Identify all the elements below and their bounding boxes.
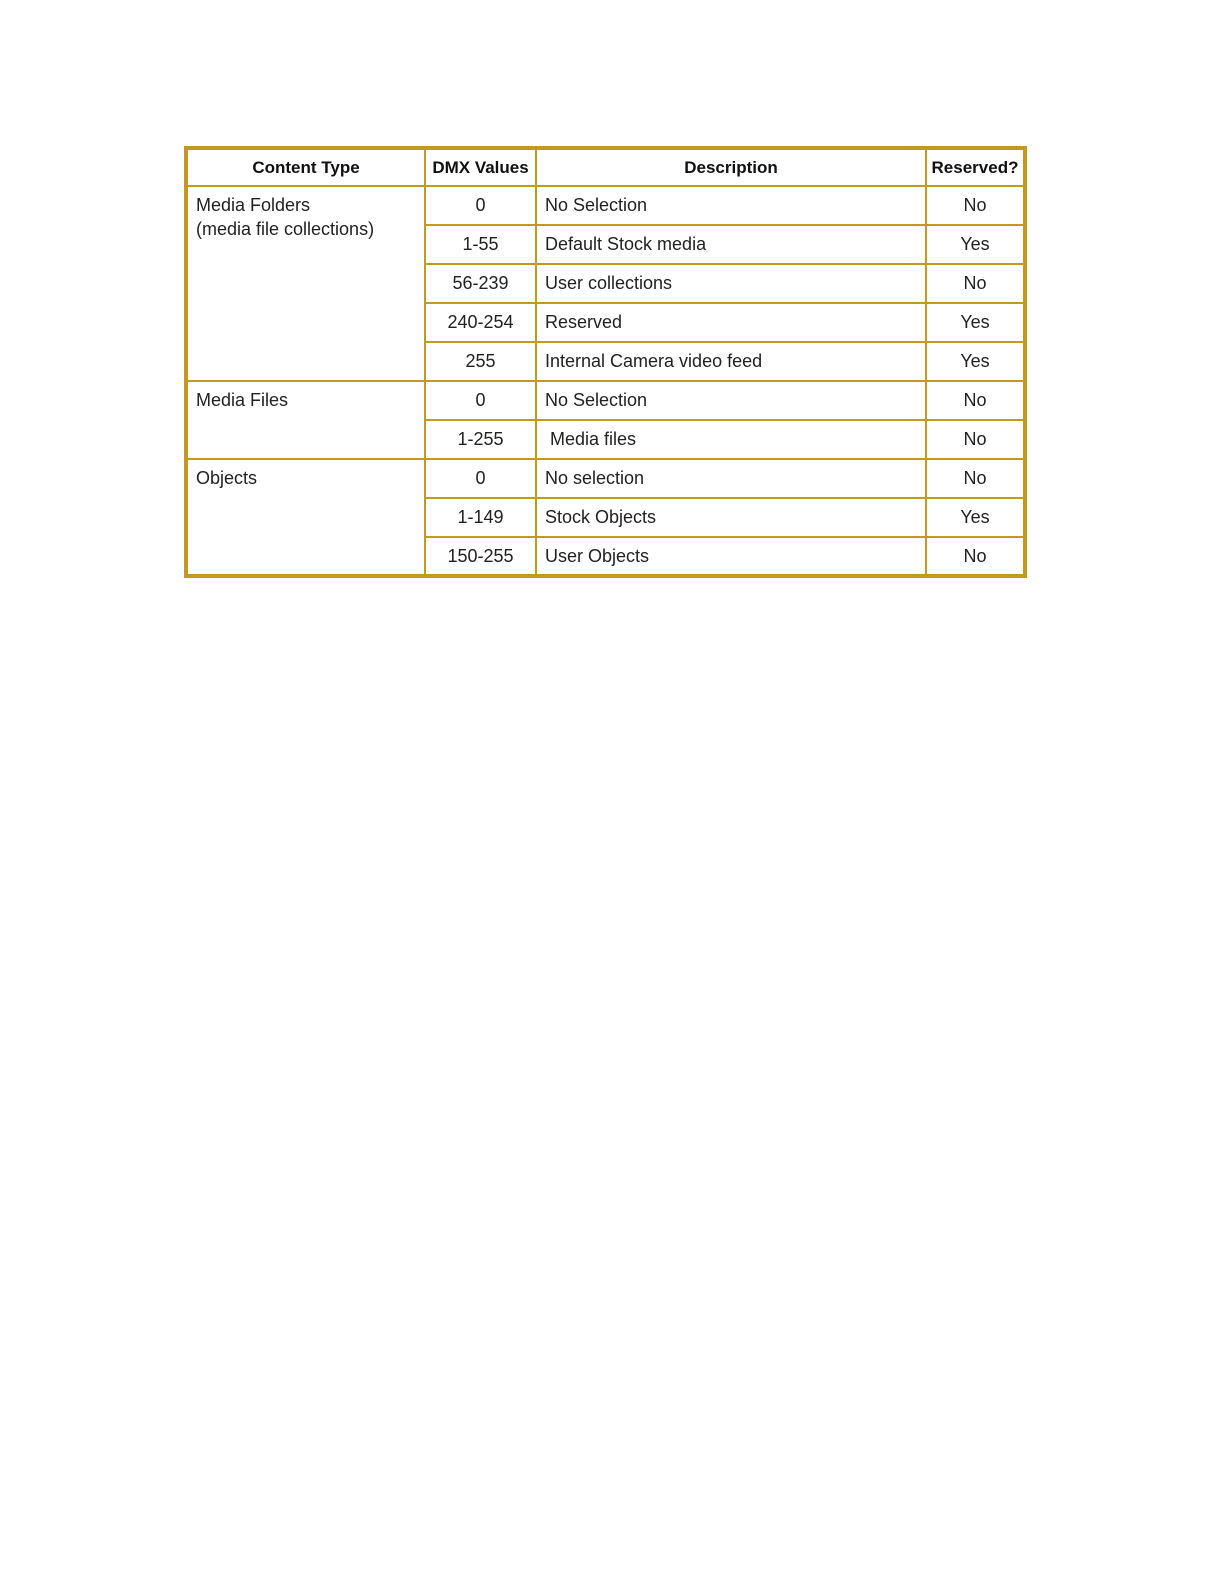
reserved-flag: Yes: [926, 342, 1025, 381]
dmx-content-table: [184, 146, 1027, 578]
content-type-objects: [186, 459, 425, 576]
description: User Objects: [536, 537, 926, 576]
header-reserved: Reserved?: [926, 148, 1025, 186]
description: Default Stock media: [536, 225, 926, 264]
description: Internal Camera video feed: [536, 342, 926, 381]
reserved-flag: No: [926, 381, 1025, 420]
header-description: Description: [536, 148, 926, 186]
dmx-value: 240-254: [425, 303, 536, 342]
description: Reserved: [536, 303, 926, 342]
description: Media files: [536, 420, 926, 459]
description: User collections: [536, 264, 926, 303]
content-type-media-folders: [186, 186, 425, 381]
header-dmx-values: DMX Values: [425, 148, 536, 186]
table-header-row: [186, 148, 1025, 186]
description: No Selection: [536, 186, 926, 225]
reserved-flag: Yes: [926, 303, 1025, 342]
content-type-media-files: [186, 381, 425, 459]
description: No Selection: [536, 381, 926, 420]
dmx-value: 0: [425, 186, 536, 225]
dmx-value: 56-239: [425, 264, 536, 303]
dmx-value: 255: [425, 342, 536, 381]
dmx-value: 0: [425, 381, 536, 420]
header-content-type: Content Type: [186, 148, 425, 186]
description: No selection: [536, 459, 926, 498]
content-type-label: Objects: [196, 468, 258, 488]
content-type-label: Media Files: [196, 390, 289, 410]
content-type-label: Media Folders: [196, 195, 311, 215]
table-row: [186, 459, 1025, 498]
reserved-flag: No: [926, 420, 1025, 459]
dmx-value: 1-55: [425, 225, 536, 264]
reserved-flag: No: [926, 264, 1025, 303]
table-row: [186, 186, 1025, 225]
dmx-value: 1-255: [425, 420, 536, 459]
dmx-value: 1-149: [425, 498, 536, 537]
content-type-sublabel: (media file collections): [196, 219, 375, 239]
dmx-value: 150-255: [425, 537, 536, 576]
reserved-flag: Yes: [926, 225, 1025, 264]
description: Stock Objects: [536, 498, 926, 537]
reserved-flag: No: [926, 459, 1025, 498]
reserved-flag: Yes: [926, 498, 1025, 537]
table-row: [186, 381, 1025, 420]
dmx-value: 0: [425, 459, 536, 498]
reserved-flag: No: [926, 186, 1025, 225]
reserved-flag: No: [926, 537, 1025, 576]
